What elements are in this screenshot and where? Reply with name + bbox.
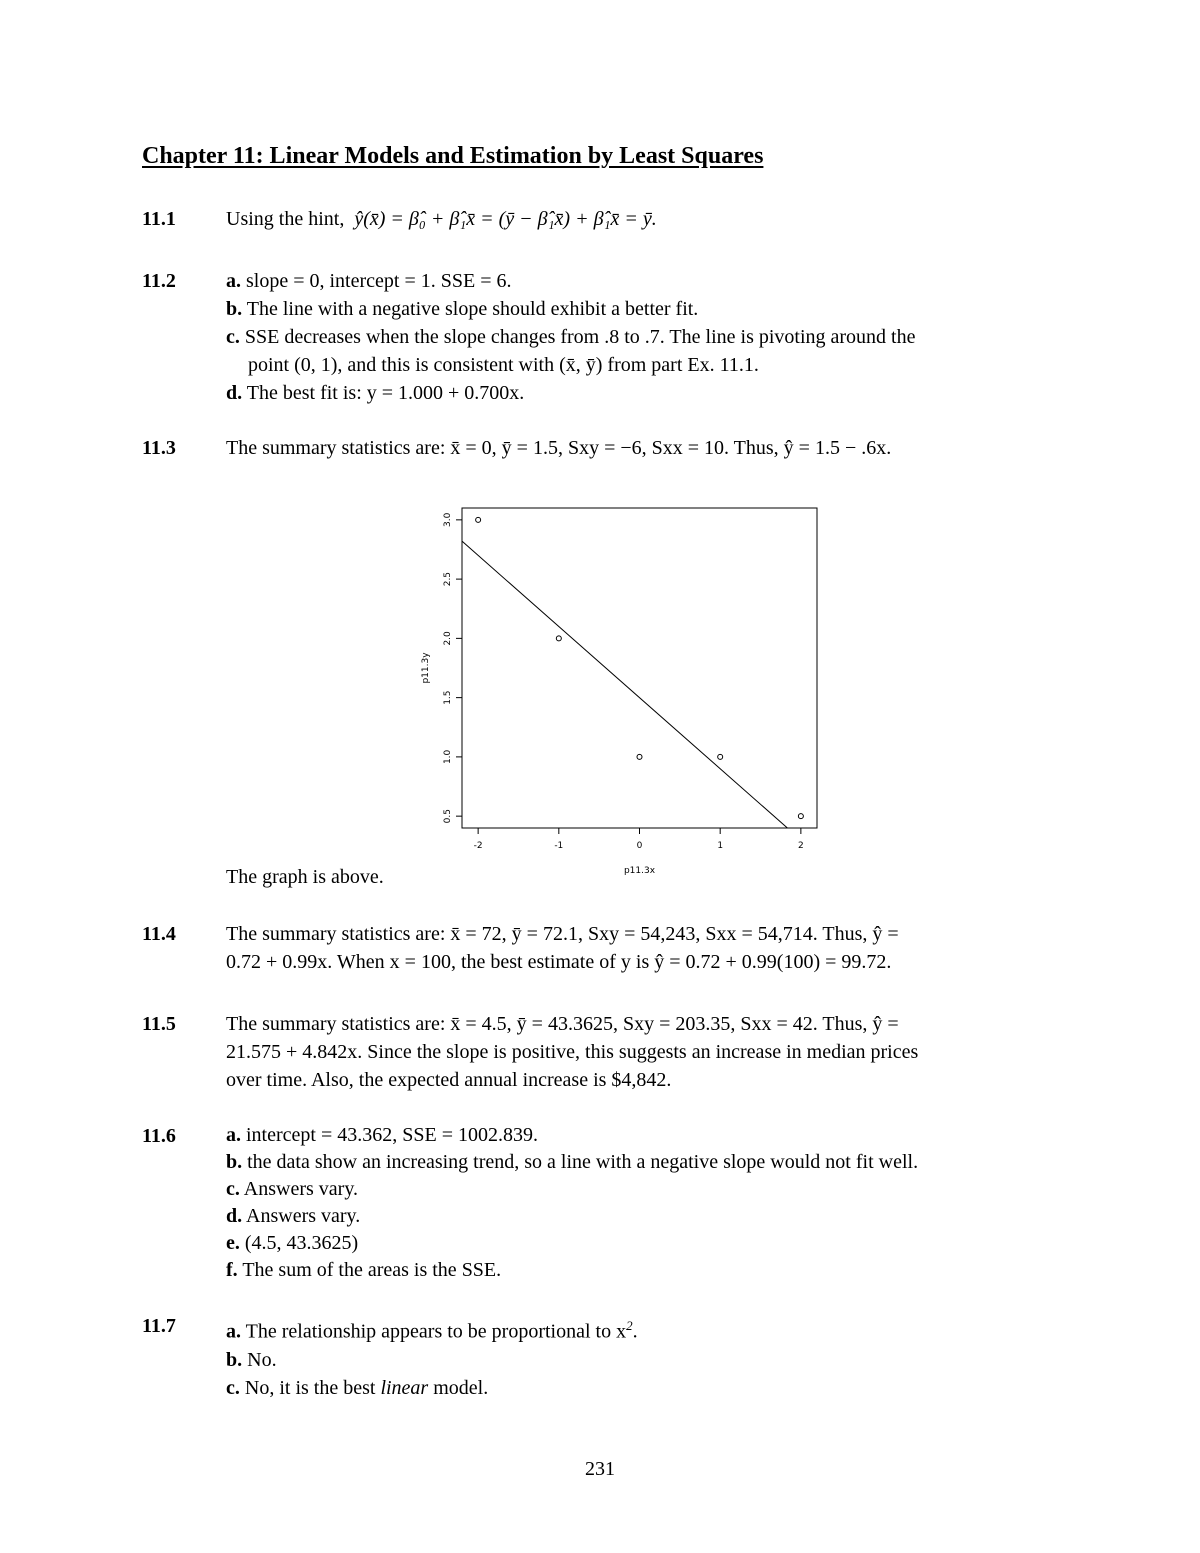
part-c: c. SSE decreases when the slope changes from .8 to .7. The line is pivoting around the [226,326,916,348]
part-a: a. The relationship appears to be proportional to $x^2$. [226,1318,638,1343]
problem-text-line-2: 21.575 + 4.842x. Since the slope is positive, this suggests an increase in median prices [226,1041,919,1063]
x-tick-label: -2 [473,841,483,851]
problem-text-line-3: over time. Also, the expected annual increase is $4,842. [226,1069,672,1091]
problem-number: 11.5 [142,1013,176,1035]
problem-text-line-1: The summary statistics are: x̄ = 4.5, ȳ = 43.3625, Sxy = 203.35, Sxx = 42. Thus, ŷ = [226,1013,899,1035]
fit-line-group [462,541,787,828]
y-axis-title: p11.3y [421,652,431,684]
scatter-plot-svg [410,500,840,890]
y-tick-label: 2.0 [443,631,453,646]
data-point [718,754,723,759]
x-tick-label: -1 [554,841,564,851]
problem-number: 11.4 [142,923,176,945]
y-tick-label: 0.5 [443,808,453,824]
plot-frame [462,508,817,828]
graph-caption: The graph is above. [226,866,384,888]
problem-text: The summary statistics are: x̄ = 0, ȳ = 1.5, Sxy = −6, Sxx = 10. Thus, ŷ = 1.5 − .6x. [226,437,892,459]
x-tick-label: 0 [636,841,643,851]
fit-line [462,541,787,828]
problem-number: 11.6 [142,1125,176,1147]
data-point [798,814,803,819]
part-c: c. Answers vary. [226,1178,359,1200]
problem-text: Using the hint, [226,208,345,230]
part-d: d. The best fit is: y = 1.000 + 0.700x. [226,382,525,404]
x-tick-label: 1 [717,841,724,851]
y-tick-label: 2.5 [443,571,453,587]
part-a: a. slope = 0, intercept = 1. SSE = 6. [226,270,512,292]
page-number: 231 [585,1458,615,1480]
y-tick-label: 1.5 [443,690,453,705]
x-tick-label: 2 [797,841,804,851]
scatter-plot [410,500,840,890]
part-c: c. No, it is the best linear model. [226,1376,489,1399]
part-b: b. The line with a negative slope should exhibit a better fit. [226,298,699,320]
problem-number: 11.7 [142,1315,176,1337]
problem-text-line-1: The summary statistics are: x̄ = 72, ȳ = 72.1, Sxy = 54,243, Sxx = 54,714. Thus, ŷ = [226,923,899,945]
points-group [476,517,804,818]
data-point [637,754,642,759]
part-e: e. (4.5, 43.3625) [226,1232,359,1254]
chapter-title: Chapter 11: Linear Models and Estimation by Least Squares [142,143,764,169]
part-b: b. the data show an increasing trend, so a line with a negative slope would not fit well. [226,1151,919,1173]
data-point [556,636,561,641]
part-b: b. No. [226,1348,277,1371]
part-f: f. The sum of the areas is the SSE. [226,1259,502,1281]
y-tick-label: 1.0 [443,749,453,765]
problem-number: 11.2 [142,270,176,292]
problem-text-line-2: 0.72 + 0.99x. When x = 100, the best estimate of y is ŷ = 0.72 + 0.99(100) = 99.72. [226,951,892,973]
part-c-cont: point (0, 1), and this is consistent with (x̄, ȳ) from part Ex. 11.1. [248,354,759,376]
y-tick-label: 3.0 [443,512,453,528]
part-d: d. Answers vary. [226,1205,361,1227]
data-point [476,517,481,522]
problem-number: 11.1 [142,208,176,230]
x-axis-title: p11.3x [623,866,656,876]
plot-ticks [443,512,804,851]
part-a: a. intercept = 43.362, SSE = 1002.839. [226,1124,538,1146]
problem-number: 11.3 [142,437,176,459]
formula: ŷ(x̄) = β̂₀ + β̂₁x̄ = (ȳ − β̂₁x̄) + β̂₁x̄ = ȳ. [354,208,657,230]
